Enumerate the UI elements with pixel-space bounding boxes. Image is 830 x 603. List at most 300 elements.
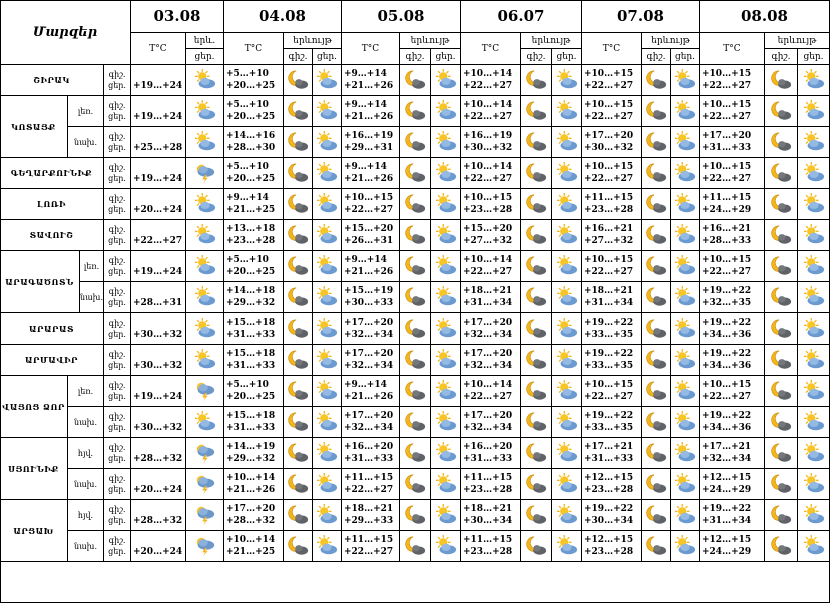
moon-cloud-icon — [765, 376, 798, 407]
thunderstorm-icon — [186, 376, 224, 407]
moon-cloud-icon — [642, 282, 671, 313]
night-temp: +15…+19 — [344, 286, 394, 296]
region-name: ՎԱՅՈՑ ՁՈՐ — [0, 376, 68, 438]
night-temp: +16…+19 — [344, 131, 394, 141]
condition-label: երևույթ — [400, 33, 461, 49]
day-temp: +31…+33 — [344, 454, 394, 464]
temp-range: +19…+24 — [131, 376, 186, 407]
moon-cloud-icon — [642, 158, 671, 189]
night-temp: +5…+10 — [226, 255, 269, 265]
day-temp: +22…+27 — [702, 174, 752, 184]
temp-range — [461, 407, 521, 438]
temp-range — [224, 127, 284, 158]
temp-range: +22…+27 — [131, 220, 186, 251]
night-temp: +11…+15 — [463, 473, 513, 483]
night-temp: +19…+22 — [702, 286, 752, 296]
sun-cloud-icon — [671, 376, 700, 407]
temp-range — [461, 313, 521, 345]
night-label: գիշ. — [108, 474, 126, 483]
night-temp: +10…+14 — [463, 69, 513, 79]
temp-range — [461, 127, 521, 158]
condition-label: երևույթ — [521, 33, 582, 49]
night-temp: +19…+22 — [702, 349, 752, 359]
condition-label: ցեր. — [186, 49, 224, 65]
region-part-label: նախ. — [80, 282, 104, 313]
moon-cloud-icon — [765, 282, 798, 313]
moon-cloud-icon — [284, 158, 313, 189]
region-part-label: լեռ. — [68, 96, 104, 127]
temp-range — [224, 531, 284, 562]
temp-range: +28…+32 — [131, 438, 186, 469]
moon-cloud-icon — [521, 127, 552, 158]
day-temp: +31…+33 — [463, 454, 513, 464]
night-temp: +10…+15 — [584, 69, 634, 79]
day-label: ցեր. — [108, 454, 126, 463]
temp-range — [461, 376, 521, 407]
night-temp: +16…+21 — [584, 224, 634, 234]
moon-cloud-icon — [642, 500, 671, 531]
moon-cloud-icon — [642, 469, 671, 500]
region-name: ՇԻՐԱԿ — [0, 65, 104, 96]
night-temp: +13…+18 — [226, 224, 276, 234]
moon-cloud-icon — [521, 407, 552, 438]
sun-cloud-icon — [671, 251, 700, 282]
sun-cloud-icon — [431, 407, 461, 438]
day-label: ցեր. — [108, 81, 126, 90]
moon-cloud-icon — [765, 531, 798, 562]
sun-cloud-icon — [671, 345, 700, 376]
temp-range — [342, 531, 400, 562]
date-header: 08.08 — [700, 0, 830, 33]
temp-range — [342, 376, 400, 407]
sun-cloud-icon — [313, 438, 342, 469]
sun-cloud-icon — [671, 158, 700, 189]
temp-range — [224, 345, 284, 376]
sun-cloud-icon — [431, 313, 461, 345]
sun-cloud-icon — [671, 531, 700, 562]
temp-range — [224, 65, 284, 96]
day-temp: +31…+34 — [702, 516, 752, 526]
night-temp: +17…+20 — [344, 317, 394, 328]
moon-cloud-icon — [284, 251, 313, 282]
sun-cloud-icon — [552, 282, 582, 313]
temp-range — [342, 345, 400, 376]
temp-range — [700, 127, 765, 158]
moon-cloud-icon — [642, 376, 671, 407]
night-label: գիշ. — [108, 132, 126, 141]
region-part-label: հյվ. — [68, 500, 104, 531]
moon-cloud-icon — [765, 500, 798, 531]
sun-cloud-icon — [552, 158, 582, 189]
day-temp: +20…+25 — [226, 174, 276, 184]
sun-cloud-icon — [671, 438, 700, 469]
night-temp: +19…+22 — [702, 411, 752, 421]
night-temp: +16…+19 — [463, 131, 513, 141]
sun-cloud-icon — [431, 531, 461, 562]
condition-label: երևույթ — [765, 33, 830, 49]
day-temp: +27…+32 — [584, 236, 634, 246]
sun-cloud-icon — [313, 531, 342, 562]
moon-cloud-icon — [284, 531, 313, 562]
temp-range — [582, 500, 642, 531]
day-temp: +21…+26 — [344, 174, 394, 184]
night-label: գիշ. — [284, 49, 313, 65]
night-temp: +17…+20 — [344, 349, 394, 359]
sun-cloud-icon — [671, 407, 700, 438]
date-header: 07.08 — [582, 0, 700, 33]
moon-cloud-icon — [765, 220, 798, 251]
temp-range — [700, 313, 765, 345]
moon-cloud-icon — [765, 407, 798, 438]
sun-cloud-icon — [798, 469, 830, 500]
sun-cloud-icon — [798, 500, 830, 531]
night-day-label — [104, 220, 131, 251]
day-temp: +21…+25 — [226, 205, 276, 215]
night-temp: +17…+20 — [463, 411, 513, 421]
night-temp: +15…+20 — [463, 224, 513, 234]
temp-range — [461, 65, 521, 96]
night-temp: +18…+21 — [584, 286, 634, 296]
region-name: ԱՐԱՐԱՏ — [0, 313, 104, 345]
temp-column-label: T°C — [582, 33, 642, 65]
moon-cloud-icon — [765, 189, 798, 220]
sun-cloud-icon — [552, 96, 582, 127]
moon-cloud-icon — [521, 469, 552, 500]
moon-cloud-icon — [765, 313, 798, 345]
night-temp: +10…+14 — [463, 255, 513, 265]
moon-cloud-icon — [284, 500, 313, 531]
day-temp: +20…+25 — [226, 81, 276, 91]
temp-range — [582, 96, 642, 127]
day-label: ցեր. — [108, 392, 126, 401]
night-temp: +10…+14 — [463, 100, 513, 110]
day-temp: +30…+32 — [463, 143, 513, 153]
moon-cloud-icon — [284, 313, 313, 345]
night-temp: +12…+15 — [702, 473, 752, 483]
sun-cloud-icon — [798, 376, 830, 407]
night-temp: +10…+15 — [584, 380, 634, 390]
day-temp: +29…+32 — [226, 454, 276, 464]
temp-range: +30…+32 — [131, 345, 186, 376]
moon-cloud-icon — [400, 376, 431, 407]
day-temp: +32…+34 — [463, 361, 513, 371]
temp-column-label: T°C — [461, 33, 521, 65]
moon-cloud-icon — [521, 438, 552, 469]
region-header-title: Մարզեր — [0, 0, 131, 65]
sun-cloud-icon — [186, 251, 224, 282]
day-temp: +21…+26 — [344, 81, 394, 91]
day-temp: +31…+33 — [702, 143, 752, 153]
temp-column-label: T°C — [342, 33, 400, 65]
day-temp: +28…+33 — [702, 236, 752, 246]
date-header: 05.08 — [342, 0, 461, 33]
moon-cloud-icon — [284, 438, 313, 469]
sun-cloud-icon — [552, 407, 582, 438]
day-label: ցեր. — [671, 49, 700, 65]
temp-range — [461, 345, 521, 376]
temp-range — [461, 438, 521, 469]
temp-range — [582, 189, 642, 220]
sun-cloud-icon — [313, 407, 342, 438]
moon-cloud-icon — [521, 65, 552, 96]
temp-column-label: T°C — [131, 33, 186, 65]
sun-cloud-icon — [186, 345, 224, 376]
moon-cloud-icon — [284, 65, 313, 96]
day-temp: +22…+27 — [344, 485, 394, 495]
day-temp: +32…+34 — [463, 329, 513, 340]
day-temp: +26…+31 — [344, 236, 394, 246]
temp-range — [342, 189, 400, 220]
sun-cloud-icon — [431, 251, 461, 282]
sun-cloud-icon — [431, 65, 461, 96]
moon-cloud-icon — [400, 469, 431, 500]
day-temp: +32…+35 — [702, 298, 752, 308]
sun-cloud-icon — [431, 345, 461, 376]
night-temp: +19…+22 — [702, 504, 752, 514]
moon-cloud-icon — [400, 220, 431, 251]
temp-range — [224, 500, 284, 531]
sun-cloud-icon — [431, 282, 461, 313]
thunderstorm-icon — [186, 500, 224, 531]
date-header: 03.08 — [131, 0, 224, 33]
sun-cloud-icon — [313, 251, 342, 282]
night-day-label — [104, 345, 131, 376]
night-temp: +10…+15 — [463, 193, 513, 203]
sun-cloud-icon — [798, 251, 830, 282]
temp-column-label: T°C — [700, 33, 765, 65]
night-label: գիշ. — [108, 163, 126, 172]
moon-cloud-icon — [642, 251, 671, 282]
temp-range — [582, 127, 642, 158]
sun-cloud-icon — [313, 376, 342, 407]
temp-range — [224, 438, 284, 469]
temp-range — [461, 220, 521, 251]
moon-cloud-icon — [765, 127, 798, 158]
sun-cloud-icon — [552, 220, 582, 251]
temp-range — [700, 469, 765, 500]
night-day-label — [104, 469, 131, 500]
sun-cloud-icon — [186, 189, 224, 220]
moon-cloud-icon — [521, 313, 552, 345]
sun-cloud-icon — [552, 189, 582, 220]
temp-range — [700, 282, 765, 313]
night-label: գիշ. — [108, 318, 126, 328]
night-temp: +10…+15 — [702, 255, 752, 265]
day-temp: +23…+28 — [584, 547, 634, 557]
night-label: գիշ. — [108, 287, 126, 296]
day-temp: +30…+33 — [344, 298, 394, 308]
night-temp: +19…+22 — [584, 317, 634, 328]
night-temp: +11…+15 — [702, 193, 752, 203]
night-temp: +12…+15 — [584, 473, 634, 483]
moon-cloud-icon — [400, 282, 431, 313]
night-temp: +18…+21 — [463, 504, 513, 514]
night-day-label — [104, 282, 131, 313]
sun-cloud-icon — [798, 189, 830, 220]
region-name: ԱՐԱԳԱԾՈՏՆ — [0, 251, 80, 313]
day-temp: +22…+27 — [344, 205, 394, 215]
night-temp: +15…+18 — [226, 317, 276, 328]
temp-range — [224, 313, 284, 345]
sun-cloud-icon — [798, 282, 830, 313]
moon-cloud-icon — [284, 407, 313, 438]
night-temp: +17…+20 — [226, 504, 276, 514]
day-temp: +21…+26 — [344, 392, 394, 402]
night-temp: +10…+15 — [702, 69, 752, 79]
moon-cloud-icon — [642, 65, 671, 96]
night-temp: +9…+14 — [344, 380, 387, 390]
day-temp: +22…+27 — [702, 112, 752, 122]
temp-range — [461, 189, 521, 220]
sun-cloud-icon — [313, 96, 342, 127]
temp-range — [342, 158, 400, 189]
temp-range — [582, 158, 642, 189]
night-temp: +10…+14 — [463, 380, 513, 390]
sun-cloud-icon — [671, 189, 700, 220]
night-temp: +5…+10 — [226, 69, 269, 79]
temp-range — [461, 531, 521, 562]
temp-range: +28…+32 — [131, 500, 186, 531]
temp-range: +30…+32 — [131, 407, 186, 438]
night-temp: +16…+20 — [344, 442, 394, 452]
day-temp: +22…+27 — [344, 547, 394, 557]
moon-cloud-icon — [400, 438, 431, 469]
sun-cloud-icon — [798, 127, 830, 158]
night-temp: +16…+20 — [463, 442, 513, 452]
day-temp: +21…+25 — [226, 547, 276, 557]
temp-range — [342, 469, 400, 500]
day-temp: +22…+27 — [702, 81, 752, 91]
day-temp: +20…+25 — [226, 267, 276, 277]
moon-cloud-icon — [642, 127, 671, 158]
region-part-label: լեռ. — [80, 251, 104, 282]
sun-cloud-icon — [671, 220, 700, 251]
moon-cloud-icon — [521, 96, 552, 127]
sun-cloud-icon — [431, 96, 461, 127]
moon-cloud-icon — [521, 376, 552, 407]
day-temp: +23…+28 — [584, 485, 634, 495]
temp-range — [342, 500, 400, 531]
temp-range — [700, 438, 765, 469]
moon-cloud-icon — [642, 96, 671, 127]
day-label: ցեր. — [108, 236, 126, 245]
sun-cloud-icon — [186, 127, 224, 158]
temp-range — [342, 438, 400, 469]
condition-label: երև. — [186, 33, 224, 49]
sun-cloud-icon — [798, 313, 830, 345]
moon-cloud-icon — [400, 345, 431, 376]
region-part-label: լեռ. — [68, 376, 104, 407]
moon-cloud-icon — [765, 158, 798, 189]
moon-cloud-icon — [400, 65, 431, 96]
region-part-label: նախ. — [68, 407, 104, 438]
moon-cloud-icon — [765, 345, 798, 376]
day-temp: +22…+27 — [463, 81, 513, 91]
day-temp: +31…+33 — [226, 423, 276, 433]
moon-cloud-icon — [400, 407, 431, 438]
sun-cloud-icon — [431, 158, 461, 189]
night-temp: +18…+21 — [463, 286, 513, 296]
night-day-label — [104, 127, 131, 158]
temp-column-label: T°C — [224, 33, 284, 65]
moon-cloud-icon — [765, 469, 798, 500]
day-temp: +23…+28 — [463, 547, 513, 557]
day-temp: +22…+27 — [463, 392, 513, 402]
moon-cloud-icon — [521, 251, 552, 282]
temp-range — [700, 251, 765, 282]
day-temp: +31…+33 — [584, 454, 634, 464]
sun-cloud-icon — [671, 96, 700, 127]
moon-cloud-icon — [400, 251, 431, 282]
night-label: գիշ. — [642, 49, 671, 65]
night-temp: +10…+14 — [226, 473, 276, 483]
night-temp: +5…+10 — [226, 100, 269, 110]
temp-range: +19…+24 — [131, 96, 186, 127]
day-temp: +29…+32 — [226, 298, 276, 308]
night-temp: +14…+16 — [226, 131, 276, 141]
region-name: ԼՈՌԻ — [0, 189, 104, 220]
night-temp: +12…+15 — [584, 535, 634, 545]
night-day-label — [104, 438, 131, 469]
night-temp: +15…+18 — [226, 411, 276, 421]
sun-cloud-icon — [798, 96, 830, 127]
night-label: գիշ. — [108, 194, 126, 203]
temp-range — [224, 220, 284, 251]
temp-range — [224, 189, 284, 220]
night-temp: +9…+14 — [344, 255, 387, 265]
night-temp: +10…+14 — [226, 535, 276, 545]
sun-cloud-icon — [186, 282, 224, 313]
night-day-label — [104, 313, 131, 345]
day-temp: +31…+34 — [463, 298, 513, 308]
night-day-label — [104, 158, 131, 189]
night-temp: +14…+19 — [226, 442, 276, 452]
moon-cloud-icon — [400, 158, 431, 189]
sun-cloud-icon — [431, 500, 461, 531]
night-day-label — [104, 189, 131, 220]
moon-cloud-icon — [521, 158, 552, 189]
night-label: գիշ. — [108, 350, 126, 359]
moon-cloud-icon — [642, 220, 671, 251]
day-label: ցեր. — [552, 49, 582, 65]
moon-cloud-icon — [284, 376, 313, 407]
temp-range — [342, 282, 400, 313]
region-name: ԱՐՄԱՎԻՐ — [0, 345, 104, 376]
night-label: գիշ. — [521, 49, 552, 65]
temp-range — [342, 96, 400, 127]
moon-cloud-icon — [521, 220, 552, 251]
moon-cloud-icon — [642, 345, 671, 376]
night-temp: +17…+20 — [463, 317, 513, 328]
day-temp: +24…+29 — [702, 547, 752, 557]
thunderstorm-icon — [186, 469, 224, 500]
day-temp: +22…+27 — [584, 174, 634, 184]
sun-cloud-icon — [313, 282, 342, 313]
day-temp: +22…+27 — [584, 392, 634, 402]
day-temp: +32…+34 — [344, 361, 394, 371]
moon-cloud-icon — [642, 189, 671, 220]
night-temp: +11…+15 — [344, 535, 394, 545]
temp-range — [700, 220, 765, 251]
night-label: գիշ. — [765, 49, 798, 65]
temp-range: +19…+24 — [131, 158, 186, 189]
day-temp: +32…+34 — [463, 423, 513, 433]
temp-range — [700, 500, 765, 531]
temp-range: +19…+24 — [131, 251, 186, 282]
sun-cloud-icon — [431, 220, 461, 251]
night-day-label — [104, 500, 131, 531]
day-label: ցեր. — [431, 49, 461, 65]
